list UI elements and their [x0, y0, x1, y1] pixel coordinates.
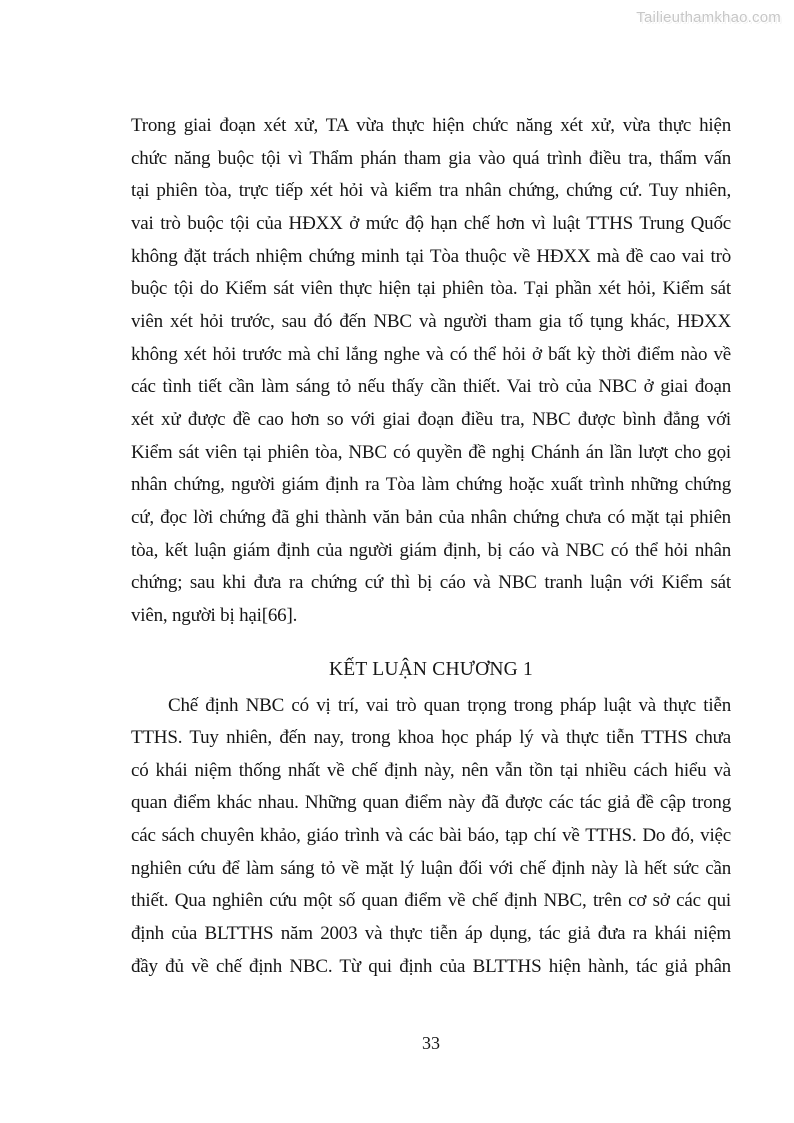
text-line: định của BLTTHS năm 2003 và thực tiễn áp dụng, tác giả đưa ra khái niệm [131, 923, 731, 945]
text-line: các tình tiết cần làm sáng tỏ nếu thấy cần thiết. Vai trò của NBC ở giai đoạn [131, 376, 731, 398]
text-line: các sách chuyên khảo, giáo trình và các bài báo, tạp chí về TTHS. Do đó, việc [131, 825, 731, 847]
text-line: không xét hỏi trước mà chỉ lắng nghe và có thể hỏi ở bất kỳ thời điểm nào về [131, 343, 731, 365]
text-line: TTHS. Tuy nhiên, đến nay, trong khoa học pháp lý và thực tiễn TTHS chưa [131, 727, 731, 749]
text-line: tại phiên tòa, trực tiếp xét hỏi và kiểm tra nhân chứng, chứng cứ. Tuy nhiên, [131, 180, 731, 202]
text-line: quan điểm khác nhau. Những quan điểm này đã được các tác giả đề cập trong [131, 792, 731, 814]
text-line: đầy đủ về chế định NBC. Từ qui định của BLTTHS hiện hành, tác giả phân [131, 955, 731, 977]
body-paragraph-2 [131, 690, 731, 984]
watermark-text: Tailieuthamkhao.com [636, 9, 781, 26]
text-line: buộc tội do Kiểm sát viên thực hiện tại phiên tòa. Tại phần xét hỏi, Kiểm sát [131, 278, 731, 300]
body-paragraph-1 [131, 110, 731, 633]
text-line: viên, người bị hại[66]. [131, 604, 298, 626]
text-line: viên xét hỏi trước, sau đó đến NBC và người tham gia tố tụng khác, HĐXX [131, 310, 731, 332]
text-line: không đặt trách nhiệm chứng minh tại Tòa thuộc về HĐXX mà đề cao vai trò [131, 245, 731, 267]
text-line: nghiên cứu để làm sáng tỏ về mặt lý luận đối với chế định này là hết sức cần [131, 857, 731, 879]
page-content [131, 0, 731, 983]
text-line: cứ, đọc lời chứng đã ghi thành văn bản của nhân chứng chưa có mặt tại phiên [131, 506, 731, 528]
text-line: Kiểm sát viên tại phiên tòa, NBC có quyền đề nghị Chánh án lần lượt cho gọi [131, 441, 731, 463]
page-number: 33 [422, 1033, 440, 1053]
text-line: Trong giai đoạn xét xử, TA vừa thực hiện chức năng xét xử, vừa thực hiện [131, 115, 731, 136]
text-line: Chế định NBC có vị trí, vai trò quan trọng trong pháp luật và thực tiễn [168, 694, 731, 716]
text-line: thiết. Qua nghiên cứu một số quan điểm về chế định NBC, trên cơ sở các qui [131, 890, 731, 912]
text-line: tòa, kết luận giám định của người giám định, bị cáo và NBC có thể hỏi nhân [131, 539, 731, 561]
chapter-conclusion-heading: KẾT LUẬN CHƯƠNG 1 [329, 658, 533, 680]
text-line: chức năng buộc tội vì Thẩm phán tham gia vào quá trình điều tra, thẩm vấn [131, 147, 731, 169]
text-line: xét xử được đề cao hơn so với giai đoạn điều tra, NBC được bình đẳng với [131, 408, 731, 430]
text-line: chứng; sau khi đưa ra chứng cứ thì bị cáo và NBC tranh luận với Kiểm sát [131, 572, 731, 594]
text-line: vai trò buộc tội của HĐXX ở mức độ hạn chế hơn vì luật TTHS Trung Quốc [131, 212, 731, 234]
text-line: nhân chứng, người giám định ra Tòa làm chứng hoặc xuất trình những chứng [131, 474, 731, 496]
text-line: có khái niệm thống nhất về chế định này, nên vẫn tồn tại nhiều cách hiểu và [131, 759, 731, 781]
